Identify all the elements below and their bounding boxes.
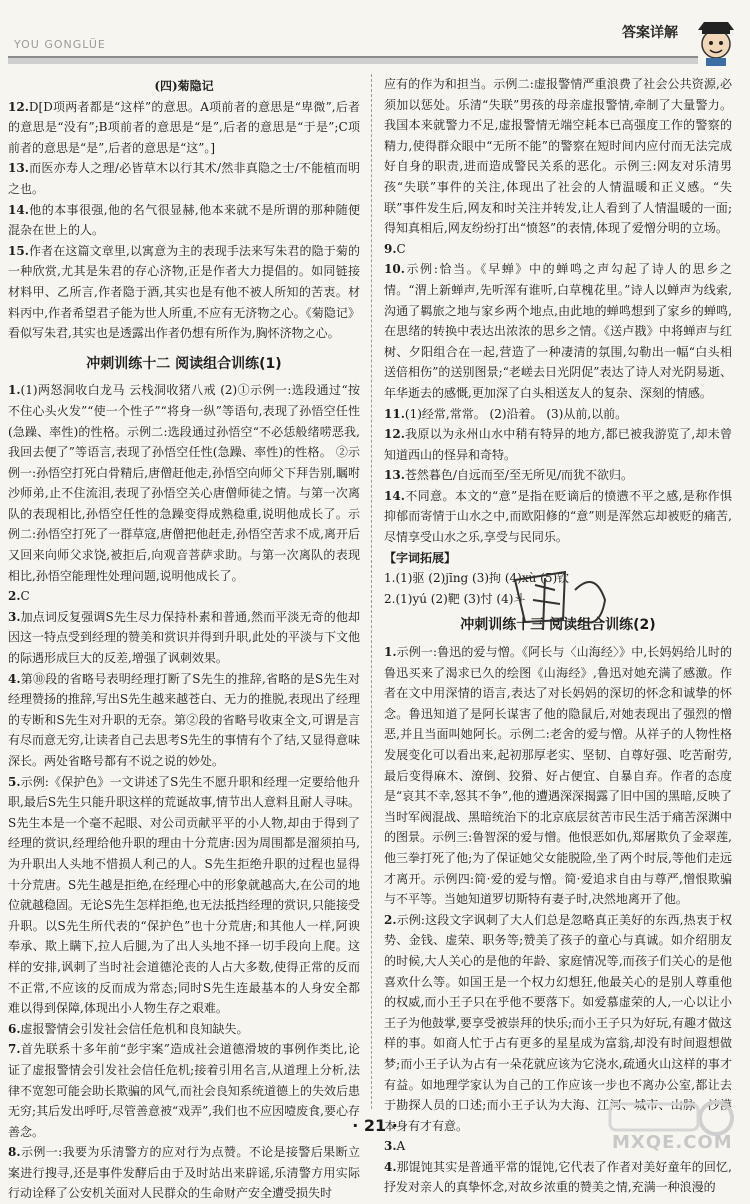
header-label: 答案详解 bbox=[622, 25, 678, 41]
item-text: 虚报警情会引发社会信任危机和良知缺失。 bbox=[20, 1021, 249, 1036]
item-text: 苍然暮色/自远而至/至无所见/而犹不欲归。 bbox=[404, 468, 634, 483]
item-text: C bbox=[396, 241, 406, 256]
item-text: 应有的作为和担当。示例二:虚报警情严重浪费了社会公共资源,必须加以惩处。乐清“失联”男孩的母亲虚报警情,牵制了大量警力。我国本来就警力不足,虚报警情无端空耗本已高强度工作的警察的精力,使得群众眼中“无所不能”的警察在短时间内应付而无法完成好自身的职责,进而造成警民关系的恶化。示例三:网友对乐清男孩“失联”事件的关注,体现出了社会的人情温暖和正义感。“失联”事件发生后,网友和时关注并转发,让人看到了人情温暖的一面;得知真相后,网友纷纷打出“愤怒”的表情,体现了爱憎分明的立场。 bbox=[384, 77, 732, 236]
answer-item bbox=[8, 607, 360, 669]
item-number: 4. bbox=[384, 1159, 397, 1174]
item-text: 而医亦寿人之理/必皆草木以行其术/然非真隐之士/不能植而明之也。 bbox=[8, 161, 360, 196]
item-number: 14. bbox=[8, 202, 29, 217]
item-text: 示例一:我要为乐清警方的应对行为点赞。不论是接警后果断立案进行搜寻,还是事件发酵后由于及时站出来辟谣,乐清警方用实际行动诠释了公安机关面对人民群众的生命财产安全遭受损失时 bbox=[8, 1145, 360, 1201]
item-number: 11. bbox=[384, 406, 405, 421]
page-header bbox=[0, 0, 750, 74]
extension-line: 1.(1)驱 (2)jīng (3)拘 (4)xù (5)钦 bbox=[384, 571, 570, 586]
item-number: 3. bbox=[384, 1139, 397, 1154]
item-text: 第⑩段的省略号表明经理打断了S先生的推辞,省略的是S先生对经理赞扬的推辞,写出S先生越来越苍白、无力的推脱,表现出了经理的专断和S先生对升职的无奈。第②段的省略号收束全文,可谓是言有尽而意无穷,让读者自己去思考S先生的事情有个了结,又显得意味深长。两处省略号都有不说之说的妙处。 bbox=[8, 671, 360, 768]
item-number: 7. bbox=[8, 1042, 21, 1057]
right-items-before bbox=[384, 74, 732, 548]
item-number: 4. bbox=[8, 671, 21, 686]
item-number: 2. bbox=[8, 589, 21, 604]
answer-item bbox=[384, 259, 732, 403]
item-number: 8. bbox=[8, 1145, 21, 1160]
item-text: D[D项两者都是“这样”的意思。A项前者的意思是“卑微”,后者的意思是“没有”;B项前者的意思是“是”,后者的意思是“于是”;C项前者的意思是“是”,后者的意思是“这”。] bbox=[8, 99, 360, 155]
subsection-heading: (四)菊隐记 bbox=[154, 79, 214, 93]
item-number: 9. bbox=[384, 241, 397, 256]
item-number: 10. bbox=[384, 262, 405, 277]
answer-item bbox=[384, 424, 732, 465]
item-text: A bbox=[396, 1139, 406, 1154]
item-text: 加点词反复强调S先生尽力保持朴素和普通,然而平淡无奇的他却因这一特点受到经理的赞美和赏识并得到升职,此处的平淡与下文他的际遇形成巨大的反差,增强了讽刺效果。 bbox=[8, 609, 360, 666]
item-number: 13. bbox=[384, 468, 405, 483]
extension-heading: 【字词拓展】 bbox=[384, 550, 457, 565]
watermark-text: MXQE.COM bbox=[612, 1132, 733, 1153]
item-number: 1. bbox=[8, 383, 21, 398]
item-number: 15. bbox=[8, 243, 29, 258]
item-text: 作者在这篇文章里,以寓意为主的表现手法来写朱君的隐于菊的一种欣赏,尤其是朱君的存心济物,正是作者大力提倡的。如同链接材料甲、乙所言,作者隐于酒,其实也是有他不被人所知的苦衷。材料丙中,作者希望君子能为世人所重,不应有无济物之心。《菊隐记》看似写朱君,其实也是透露出作者仍想有所作为,胸怀济物之心。 bbox=[8, 243, 360, 341]
answer-item bbox=[8, 241, 360, 344]
section-title-12: 冲刺训练十二 阅读组合训练(1) bbox=[86, 355, 282, 372]
item-text: 他的本事很强,他的名气很显赫,他本来就不是所谓的那种随便混杂在世上的人。 bbox=[8, 202, 360, 238]
answer-item bbox=[8, 1142, 360, 1204]
extension-line: 2.(1)yú (2)靶 (3)忖 (4)斗 bbox=[384, 591, 526, 606]
item-number: 14. bbox=[384, 488, 405, 503]
answer-item bbox=[8, 772, 360, 1019]
item-number: 2. bbox=[384, 912, 397, 927]
item-text: 示例:《保护色》一文讲述了S先生不愿升职和经理一定要给他升职,最后S先生只能升职这样的荒诞故事,情节出人意料且耐人寻味。S先生本是一个毫不起眼、对公司贡献平平的小人物,却由于得到了经理的赏识,经理给他升职的理由十分荒唐:因为周围都是溜须拍马,为升职出人头地不惜损人利己的人。S先生拒绝升职的过程也显得十分荒唐。S先生越是拒绝,在经理心中的形象就越高大,在公司的地位就越稳固。无论S先生怎样拒绝,也无法抵挡经理的赏识,只能接受升职。以S先生所代表的“保护色”也十分荒唐;和其他人一样,阿谀奉承、欺上瞒下,拉人后腿,为了出人头地不择一切手段向上爬。这样的安排,讽刺了当时社会道德沦丧的人占大多数,使得正常的反而不正常,不应该的反而成为常态;同时S先生连最基本的人身安全都难以得到保障,体现出小人物生存之艰难。 bbox=[8, 774, 360, 1016]
section-title-13: 冲刺训练十三 阅读组合训练(2) bbox=[460, 617, 656, 634]
answer-item bbox=[8, 669, 360, 772]
item-text: 我原以为永州山水中稍有特异的地方,都已被我游览了,却未曾知道西山的怪异和奇特。 bbox=[384, 427, 732, 462]
handwritten-scribble bbox=[505, 560, 625, 640]
item-number: 13. bbox=[8, 161, 29, 176]
answer-item bbox=[384, 486, 732, 548]
item-text: (1)两怒洞收白龙马 云栈洞收猪八戒 (2)①示例一:选段通过“按不住心头火发”“使一个性子”“将身一纵”等语句,表现了孙悟空任性(急躁、率性)的性格。示例二:选段通过孙悟空“不必恁般绪唠恶我,我回去便了”等语言,表现了孙悟空任性(急躁、率性)的性格。 ②示例一:孙悟空打死白骨精后,唐僧赶他走,孙悟空向师父下拜告别,瞩咐沙师弟,止不住流泪,表现了孙悟空关心唐僧师徒之情。与第一次离队的表现相比,孙悟空任性的急躁变得成熟稳重,说明他成长了。示例二:孙悟空打死了一群草寇,唐僧把他赶走,孙悟空苦求不成,离开后又回来向师父求饶,被拒后,向观音菩萨求助。与第一次离队的表现相比,孙悟空能理性处理问题,说明他成长了。 bbox=[8, 383, 360, 583]
column-divider bbox=[371, 74, 372, 1109]
item-text: 示例一:鲁迅的爱与憎。《阿长与〈山海经〉》中,长妈妈给儿时的鲁迅买来了渴求已久的绘图《山海经》,鲁迅对她充满了感激。作者在文中用深情的语言,表达了对长妈妈的深切的怀念和诚挚的怀念。鲁迅知道了是阿长谋害了他的隐鼠后,对她表现出了强烈的憎恶,并且当面叫她阿长。示例二:老舍的爱与憎。从祥子的人物性格发展变化可以看出来,起初那厚老实、坚韧、自尊好强、吃苦耐劳,最后变得麻木、潦倒、狡猾、好占便宜、自暴自弃。作者的态度是“哀其不幸,怒其不争”,他的遭遇深深揭露了旧中国的黑暗,反映了当时军阀混战、黑暗统治下的北京底层贫苦市民生活于痛苦深渊中的图景。示例三:鲁智深的爱与憎。他恨恶如仇,郑屠欺负了金翠莲,他三拳打死了他;为了保证她父女能脱险,坐了两个时辰,等他们走远才离开。示例四:简·爱的爱与憎。简·爱追求自由与尊严,憎恨欺骗与不平等。当她知道罗切斯特有妻子时,决然地离开了他。 bbox=[384, 645, 733, 907]
answer-item bbox=[8, 586, 360, 607]
item-number: 12. bbox=[8, 99, 29, 114]
answer-item bbox=[8, 97, 360, 159]
answer-item bbox=[8, 1019, 360, 1040]
item-text: 示例:恰当。《早蝉》中的蝉鸣之声勾起了诗人的思乡之情。“渭上新蝉声,先听浑有谁听,白草槐花里。”诗人以蝉声为线索,沟通了羁旅之地与家乡两个地点,由此地的蝉鸣想到了家乡的蝉鸣,在思绪的转换中表达出浓浓的思乡之情。《送卢戡》中将蝉声与红树、夕阳组合在一起,营造了一种凄清的氛围,勾勒出一幅“白头相送倍相伤”的送别图景;“老嵯去日光阴促”表达了诗人对光阴易逝、年华逝去的感慨,更加深了白头相送友人的复杂、深刻的情感。 bbox=[384, 262, 732, 400]
answer-item bbox=[384, 239, 732, 260]
item-text: 首先联系十多年前“彭宇案”造成社会道德滑坡的事例作类比,论证了虚报警情会引发社会信任危机;接着引用名言,从道理上分析,法律不宽恕可能会助长欺骗的风气,而社会良知系统道德上的失效后患无穷;其后发出呼吁,尽管善意被“戏弄”,我们也不应因噎废食,要心存善念。 bbox=[8, 1042, 360, 1139]
left-items-before bbox=[8, 97, 360, 344]
item-text: 示例:这段文字讽刺了大人们总是忽略真正美好的东西,热衷于权势、金钱、虚荣、职务等;赞美了孩子的童心与真诚。如介绍朋友的时候,大人关心的是他的年龄、家庭情况等,而孩子们关心的是他喜欢什么等。如国王是一个权力幻想狂,他最关心的是别人尊重他的权威,而小王子只在乎他不要落下。如爱慕虚荣的人,一心以让小王子为他鼓掌,要享受被崇拜的快乐;而小王子只为好玩,有趣才做这样的事。如商人忙于占有更多的星星成为富翁,却没有时间遐想做梦;而小王子认为占有一朵花就应该为它浇水,疏通火山这样的事才有益。如地理学家认为自己的工作应该一步也不离办公室,都让去于勘探人员的口述;而小王子认为大海、江河、城市、山脉、沙漠本身有才有意。 bbox=[384, 912, 732, 1133]
brand-text: YOU GONGLÜE bbox=[14, 38, 106, 51]
answer-item bbox=[384, 642, 732, 910]
left-items-after bbox=[8, 380, 360, 1204]
item-text: 不同意。本文的“意”是指在贬谪后的愤懑不平之感,是称作惧抑郁而寄情于山水之中,而欧阳修的“意”则是浑然忘却被贬的痛苦,尽情享受山水之乐,享受与民同乐。 bbox=[384, 488, 732, 545]
answer-item bbox=[384, 1157, 732, 1198]
item-number: 12. bbox=[384, 427, 405, 442]
item-text: C bbox=[20, 589, 30, 604]
item-number: 5. bbox=[8, 774, 21, 789]
answer-item bbox=[384, 465, 732, 486]
item-number: 6. bbox=[8, 1021, 21, 1036]
answer-item bbox=[384, 74, 732, 239]
item-number: 3. bbox=[8, 609, 21, 624]
answer-item bbox=[8, 200, 360, 241]
item-number: 1. bbox=[384, 645, 397, 660]
mascot-icon bbox=[690, 16, 742, 68]
page-number: · 21 · bbox=[352, 1116, 398, 1135]
item-text: (1)经常,常常。 (2)沿着。 (3)从前,以前。 bbox=[404, 406, 628, 421]
answer-item bbox=[384, 404, 732, 425]
answer-item bbox=[8, 380, 360, 586]
header-rule bbox=[8, 56, 698, 64]
left-column bbox=[8, 74, 360, 1204]
answer-item bbox=[8, 158, 360, 199]
item-text: 那馄饨其实是普通平常的馄饨,它代表了作者对美好童年的回忆,抒发对亲人的真挚怀念,对故乡浓重的赞美之情,充满一种浪漫的 bbox=[384, 1159, 732, 1195]
